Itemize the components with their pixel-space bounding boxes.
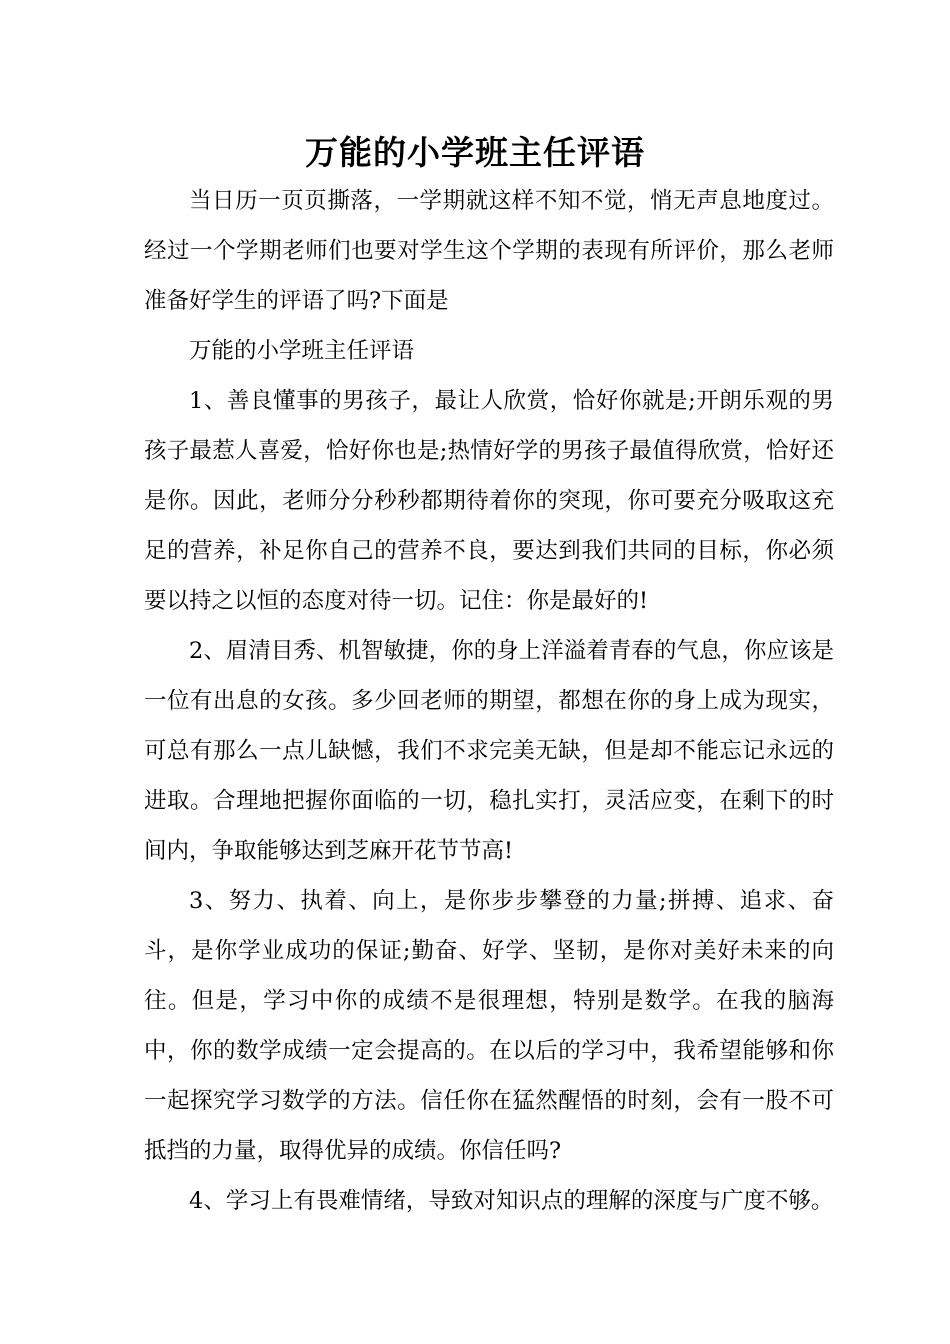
document-title: 万能的小学班主任评语 <box>305 133 645 172</box>
comment-paragraph-2: 2、眉清目秀、机智敏捷，你的身上洋溢着青春的气息，你应该是一位有出息的女孩。多少回老师的期望，都想在你的身上成为现实，可总有那么一点儿缺憾，我们不求完美无缺，但是却不能忘记永远的进取。合理地把握你面临的一切，稳扎实打，灵活应变，在剩下的时间内，争取能够达到芝麻开花节节高! <box>144 638 834 864</box>
subtitle-paragraph: 万能的小学班主任评语 <box>189 338 415 364</box>
comment-paragraph-4: 4、学习上有畏难情绪，导致对知识点的理解的深度与广度不够。 <box>189 1188 834 1214</box>
document-body <box>144 176 834 1226</box>
comment-paragraph-1: 1、善良懂事的男孩子，最让人欣赏，恰好你就是;开朗乐观的男孩子最惹人喜爱，恰好你也是;热情好学的男孩子最值得欣赏，恰好还是你。因此，老师分分秒秒都期待着你的突现，你可要充分吸取这充足的营养，补足你自己的营养不良，要达到我们共同的目标，你必须要以持之以恒的态度对待一切。记住：你是最好的! <box>144 388 834 614</box>
comment-paragraph-3: 3、努力、执着、向上，是你步步攀登的力量;拼搏、追求、奋斗，是你学业成功的保证;勤奋、好学、坚韧，是你对美好未来的向往。但是，学习中你的成绩不是很理想，特别是数学。在我的脑海中，你的数学成绩一定会提高的。在以后的学习中，我希望能够和你一起探究学习数学的方法。信任你在猛然醒悟的时刻，会有一股不可抵挡的力量，取得优异的成绩。你信任吗? <box>144 888 834 1164</box>
intro-paragraph: 当日历一页页撕落，一学期就这样不知不觉，悄无声息地度过。经过一个学期老师们也要对学生这个学期的表现有所评价，那么老师准备好学生的评语了吗?下面是 <box>144 188 834 314</box>
